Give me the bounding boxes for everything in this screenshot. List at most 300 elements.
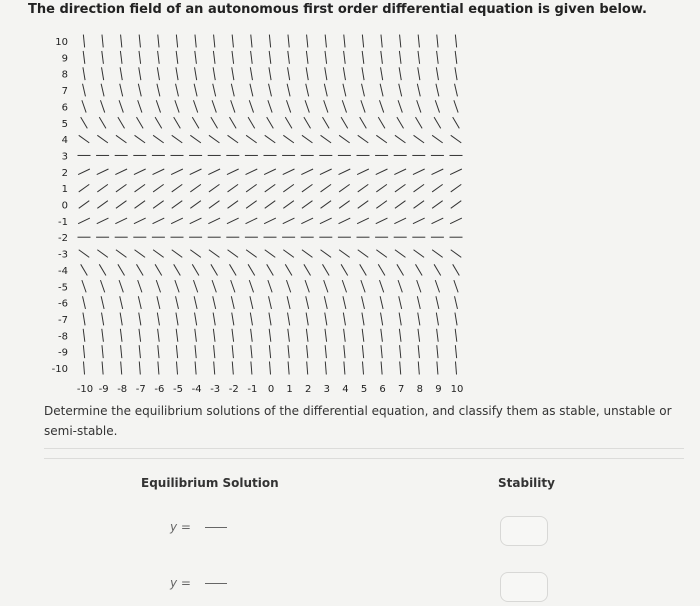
header-equilibrium-solution: Equilibrium Solution (141, 476, 279, 490)
slope-segment (250, 67, 252, 80)
slope-segment (248, 117, 255, 128)
slope-segment (158, 329, 160, 342)
slope-segment (190, 201, 201, 209)
y-tick-label: 4 (61, 135, 68, 147)
slope-segment (138, 84, 141, 97)
slope-segment (339, 184, 350, 192)
slope-segment (362, 362, 363, 375)
y-tick-label: 5 (61, 118, 68, 130)
slope-segment (320, 169, 332, 175)
slope-segment (102, 35, 103, 48)
slope-segment (455, 313, 457, 326)
slope-segment (357, 169, 369, 175)
slope-segment (172, 135, 183, 143)
slope-segment (283, 184, 294, 192)
slope-segment (324, 100, 328, 112)
slope-segment (306, 67, 308, 80)
slope-segment (232, 67, 234, 80)
slope-segment (455, 84, 458, 97)
slope-segment (288, 362, 289, 375)
slope-segment (211, 264, 218, 275)
slope-segment (115, 218, 127, 224)
slope-segment (268, 280, 272, 292)
x-tick-label: 3 (323, 384, 330, 395)
slope-segment (339, 250, 350, 258)
slope-segment (265, 250, 276, 258)
slope-segment (249, 280, 253, 292)
slope-segment (231, 84, 234, 97)
slope-segment (120, 313, 122, 326)
slope-segment (214, 35, 215, 48)
slope-segment (231, 100, 235, 112)
slope-segment (102, 362, 103, 375)
slope-segment (99, 264, 106, 275)
slope-segment (362, 345, 363, 358)
slope-segment (432, 218, 444, 224)
slope-segment (321, 250, 332, 258)
slope-segment (213, 84, 216, 97)
slope-segment (250, 296, 253, 309)
equilibrium-lhs: y = (170, 520, 191, 534)
slope-segment (267, 264, 274, 275)
slope-segment (325, 362, 326, 375)
slope-segment (454, 100, 458, 112)
slope-segment (341, 117, 348, 128)
slope-segment (135, 201, 146, 209)
equilibrium-answer-input-2[interactable] (205, 583, 227, 584)
slope-segment (305, 280, 309, 292)
slope-segment (451, 201, 462, 209)
slope-segment (415, 264, 422, 275)
slope-segment (251, 345, 252, 358)
slope-segment (79, 135, 90, 143)
slope-segment (400, 35, 401, 48)
slope-segment (341, 264, 348, 275)
slope-segment (116, 250, 127, 258)
slope-segment (190, 250, 201, 258)
slope-segment (453, 264, 460, 275)
slope-segment (139, 51, 141, 64)
slope-segment (321, 201, 332, 209)
slope-segment (435, 280, 439, 292)
stability-select-1[interactable] (500, 516, 548, 546)
slope-segment (136, 117, 143, 128)
x-tick-label: -5 (173, 384, 183, 395)
slope-segment (344, 329, 346, 342)
slope-segment (394, 169, 406, 175)
slope-segment (358, 250, 369, 258)
slope-segment (172, 184, 183, 192)
slope-segment (413, 169, 425, 175)
slope-segment (399, 313, 401, 326)
x-tick-label: 4 (342, 384, 349, 395)
slope-segment (190, 169, 202, 175)
slope-segment (214, 362, 215, 375)
slope-segment (176, 67, 178, 80)
slope-segment (121, 35, 122, 48)
slope-segment (376, 184, 387, 192)
slope-segment (83, 67, 85, 80)
slope-segment (306, 296, 309, 309)
slope-segment (269, 67, 271, 80)
slope-segment (399, 51, 401, 64)
slope-segment (176, 345, 177, 358)
x-tick-label: 10 (450, 384, 464, 395)
slope-segment (119, 280, 123, 292)
slope-segment (283, 169, 295, 175)
slope-segment (135, 135, 146, 143)
x-tick-label: -10 (76, 384, 94, 395)
slope-segment (399, 329, 401, 342)
slope-segment (176, 313, 178, 326)
slope-segment (357, 218, 369, 224)
y-tick-label: 3 (61, 151, 68, 163)
slope-segment (362, 35, 363, 48)
x-tick-label: 8 (416, 384, 423, 395)
slope-segment (209, 201, 220, 209)
x-tick-label: 5 (360, 384, 368, 395)
slope-segment (97, 169, 109, 175)
slope-segment (264, 169, 276, 175)
slope-segment (192, 117, 199, 128)
slope-segment (213, 51, 215, 64)
slope-segment (399, 67, 401, 80)
slope-segment (153, 218, 165, 224)
slope-segment (288, 67, 290, 80)
slope-segment (395, 135, 406, 143)
x-tick-label: 9 (435, 384, 442, 395)
slope-segment (82, 100, 86, 112)
slope-segment (362, 296, 365, 309)
slope-segment (83, 362, 84, 375)
slope-segment (288, 35, 289, 48)
slope-segment (436, 67, 438, 80)
slope-segment (102, 345, 103, 358)
x-tick-label: -1 (247, 384, 258, 395)
slope-segment (195, 313, 197, 326)
slope-segment (139, 67, 141, 80)
slope-segment (172, 201, 183, 209)
slope-segment (269, 313, 271, 326)
slope-segment (209, 135, 220, 143)
slope-segment (265, 184, 276, 192)
slope-segment (158, 51, 160, 64)
slope-segment (339, 169, 351, 175)
slope-segment (79, 184, 90, 192)
slope-segment (174, 117, 181, 128)
slope-segment (246, 169, 258, 175)
slope-segment (381, 35, 382, 48)
slope-segment (397, 117, 404, 128)
slope-segment (376, 218, 388, 224)
slope-segment (213, 296, 216, 309)
x-tick-label: -9 (98, 384, 109, 395)
slope-segment (325, 345, 326, 358)
slope-segment (453, 117, 460, 128)
slope-segment (325, 329, 327, 342)
slope-segment (83, 84, 86, 97)
slope-segment (269, 296, 272, 309)
slope-segment (394, 218, 406, 224)
slope-segment (399, 84, 402, 97)
slope-segment (414, 184, 425, 192)
slope-segment (362, 51, 364, 64)
equilibrium-lhs: y = (170, 576, 191, 590)
slope-segment (157, 296, 160, 309)
slope-segment (176, 35, 177, 48)
slope-segment (268, 100, 272, 112)
slope-segment (120, 296, 123, 309)
slope-segment (97, 135, 108, 143)
equilibrium-answer-input-1[interactable] (205, 527, 227, 528)
slope-segment (138, 280, 142, 292)
slope-segment (417, 296, 420, 309)
y-tick-label: -2 (58, 233, 68, 245)
slope-segment (81, 264, 88, 275)
slope-segment (432, 169, 444, 175)
y-tick-label: -7 (58, 314, 68, 326)
slope-segment (190, 135, 201, 143)
slope-segment (100, 100, 104, 112)
slope-segment (139, 345, 140, 358)
slope-segment (436, 84, 439, 97)
y-tick-label: 2 (61, 167, 68, 179)
slope-segment (397, 264, 404, 275)
slope-segment (381, 67, 383, 80)
slope-segment (209, 250, 220, 258)
slope-segment (134, 169, 146, 175)
y-tick-label: -3 (58, 249, 68, 261)
slope-segment (451, 135, 462, 143)
slope-segment (176, 84, 179, 97)
y-tick-label: 10 (55, 37, 68, 48)
slope-segment (418, 345, 419, 358)
slope-segment (134, 218, 146, 224)
slope-segment (378, 264, 385, 275)
slope-segment (286, 100, 290, 112)
slope-segment (414, 250, 425, 258)
y-tick-label: 1 (61, 184, 68, 196)
slope-segment (153, 135, 164, 143)
slope-segment (153, 201, 164, 209)
slope-segment (415, 117, 422, 128)
slope-segment (418, 313, 420, 326)
slope-segment (212, 280, 216, 292)
slope-segment (304, 117, 311, 128)
slope-segment (344, 35, 345, 48)
slope-segment (156, 280, 160, 292)
slope-segment (171, 218, 183, 224)
slope-segment (116, 201, 127, 209)
slope-segment (246, 135, 257, 143)
slope-segment (343, 313, 345, 326)
slope-segment (283, 135, 294, 143)
slope-segment (115, 169, 127, 175)
slope-segment (417, 280, 421, 292)
slope-segment (321, 184, 332, 192)
slope-segment (246, 218, 258, 224)
slope-segment (450, 218, 462, 224)
slope-segment (231, 296, 234, 309)
slope-segment (101, 84, 104, 97)
slope-segment (286, 280, 290, 292)
slope-segment (175, 280, 179, 292)
slope-segment (437, 35, 438, 48)
header-stability: Stability (498, 476, 555, 490)
slope-segment (302, 184, 313, 192)
slope-segment (251, 329, 253, 342)
slope-segment (362, 313, 364, 326)
slope-segment (102, 51, 104, 64)
slope-segment (285, 117, 292, 128)
slope-segment (417, 84, 420, 97)
slope-segment (265, 135, 276, 143)
divider (44, 448, 684, 449)
slope-segment (250, 84, 253, 97)
slope-segment (214, 345, 215, 358)
slope-segment (208, 218, 220, 224)
slope-segment (195, 51, 197, 64)
slope-segment (194, 296, 197, 309)
slope-segment (417, 100, 421, 112)
slope-segment (436, 313, 438, 326)
slope-segment (213, 67, 215, 80)
slope-segment (153, 169, 165, 175)
slope-segment (269, 345, 270, 358)
slope-segment (302, 135, 313, 143)
slope-segment (157, 313, 159, 326)
slope-segment (228, 201, 239, 209)
slope-segment (228, 250, 239, 258)
slope-segment (380, 296, 383, 309)
slope-segment (344, 51, 346, 64)
slope-segment (157, 67, 159, 80)
slope-segment (118, 117, 125, 128)
slope-segment (121, 362, 122, 375)
slope-segment (158, 35, 159, 48)
slope-segment (116, 135, 127, 143)
slope-segment (436, 296, 439, 309)
x-tick-label: -6 (154, 384, 165, 395)
x-tick-label: 7 (398, 384, 405, 395)
slope-segment (381, 345, 382, 358)
slope-segment (138, 100, 142, 112)
x-tick-labels (77, 384, 464, 395)
slope-segment (192, 264, 199, 275)
slope-segment (305, 100, 309, 112)
slope-segment (381, 313, 383, 326)
slope-segment (100, 280, 104, 292)
slope-segment (229, 117, 236, 128)
slope-segment (195, 362, 196, 375)
slope-segment (325, 67, 327, 80)
slope-segment (267, 117, 274, 128)
slope-segment (362, 67, 364, 80)
slope-segment (211, 117, 218, 128)
slope-segment (362, 84, 365, 97)
slope-segment (190, 184, 201, 192)
x-tick-label: -3 (210, 384, 221, 395)
slope-segment (135, 250, 146, 258)
y-tick-label: 6 (61, 102, 68, 114)
slope-segment (176, 362, 177, 375)
slope-segment (325, 51, 327, 64)
slope-segment (269, 35, 270, 48)
slope-segment (193, 280, 197, 292)
y-tick-label: -4 (58, 265, 68, 277)
slope-segment (155, 117, 162, 128)
slope-segment (120, 329, 122, 342)
slope-segment (172, 250, 183, 258)
slope-segment (228, 184, 239, 192)
slope-segment (78, 218, 90, 224)
slope-segment (229, 264, 236, 275)
slope-segment (339, 218, 351, 224)
slope-segment (193, 100, 197, 112)
slope-segment (434, 117, 441, 128)
slope-segment (78, 169, 90, 175)
x-tick-label: 6 (379, 384, 386, 395)
slope-segment (285, 264, 292, 275)
slope-segment (432, 135, 443, 143)
slope-segment (265, 201, 276, 209)
stability-select-2[interactable] (500, 572, 548, 602)
slope-segment (246, 201, 257, 209)
y-tick-label: -5 (58, 282, 68, 294)
slope-segment (358, 201, 369, 209)
slope-segment (455, 51, 457, 64)
slope-segment (418, 362, 419, 375)
slope-segment (455, 296, 458, 309)
slope-segment (251, 362, 252, 375)
slope-segment (153, 250, 164, 258)
x-tick-label: -7 (135, 384, 146, 395)
y-tick-label: -10 (51, 364, 68, 375)
slope-segment (307, 362, 308, 375)
slope-segment (102, 67, 104, 80)
slope-segment (231, 280, 235, 292)
slope-segment (194, 84, 197, 97)
slope-segment (288, 313, 290, 326)
slope-segment (118, 264, 125, 275)
x-tick-label: 2 (305, 384, 312, 395)
x-tick-label: -8 (117, 384, 128, 395)
slope-segment (358, 184, 369, 192)
slope-segment (320, 218, 332, 224)
slope-segment (301, 169, 313, 175)
slope-segment (306, 313, 308, 326)
slope-segment (322, 264, 329, 275)
slope-segment (399, 296, 402, 309)
slope-segment (251, 51, 253, 64)
slope-segment (248, 264, 255, 275)
x-tick-label: -4 (191, 384, 202, 395)
slope-segment (195, 329, 197, 342)
slope-segment (135, 184, 146, 192)
slope-segment (414, 135, 425, 143)
slope-segment (455, 329, 457, 342)
slope-segment (381, 362, 382, 375)
slope-segment (376, 169, 388, 175)
slope-segment (437, 362, 438, 375)
slope-segment (82, 280, 86, 292)
slope-segment (139, 35, 140, 48)
slope-segment (325, 35, 326, 48)
slope-segment (288, 329, 290, 342)
slope-segment (321, 135, 332, 143)
slope-segment (139, 329, 141, 342)
slope-segment (120, 51, 122, 64)
